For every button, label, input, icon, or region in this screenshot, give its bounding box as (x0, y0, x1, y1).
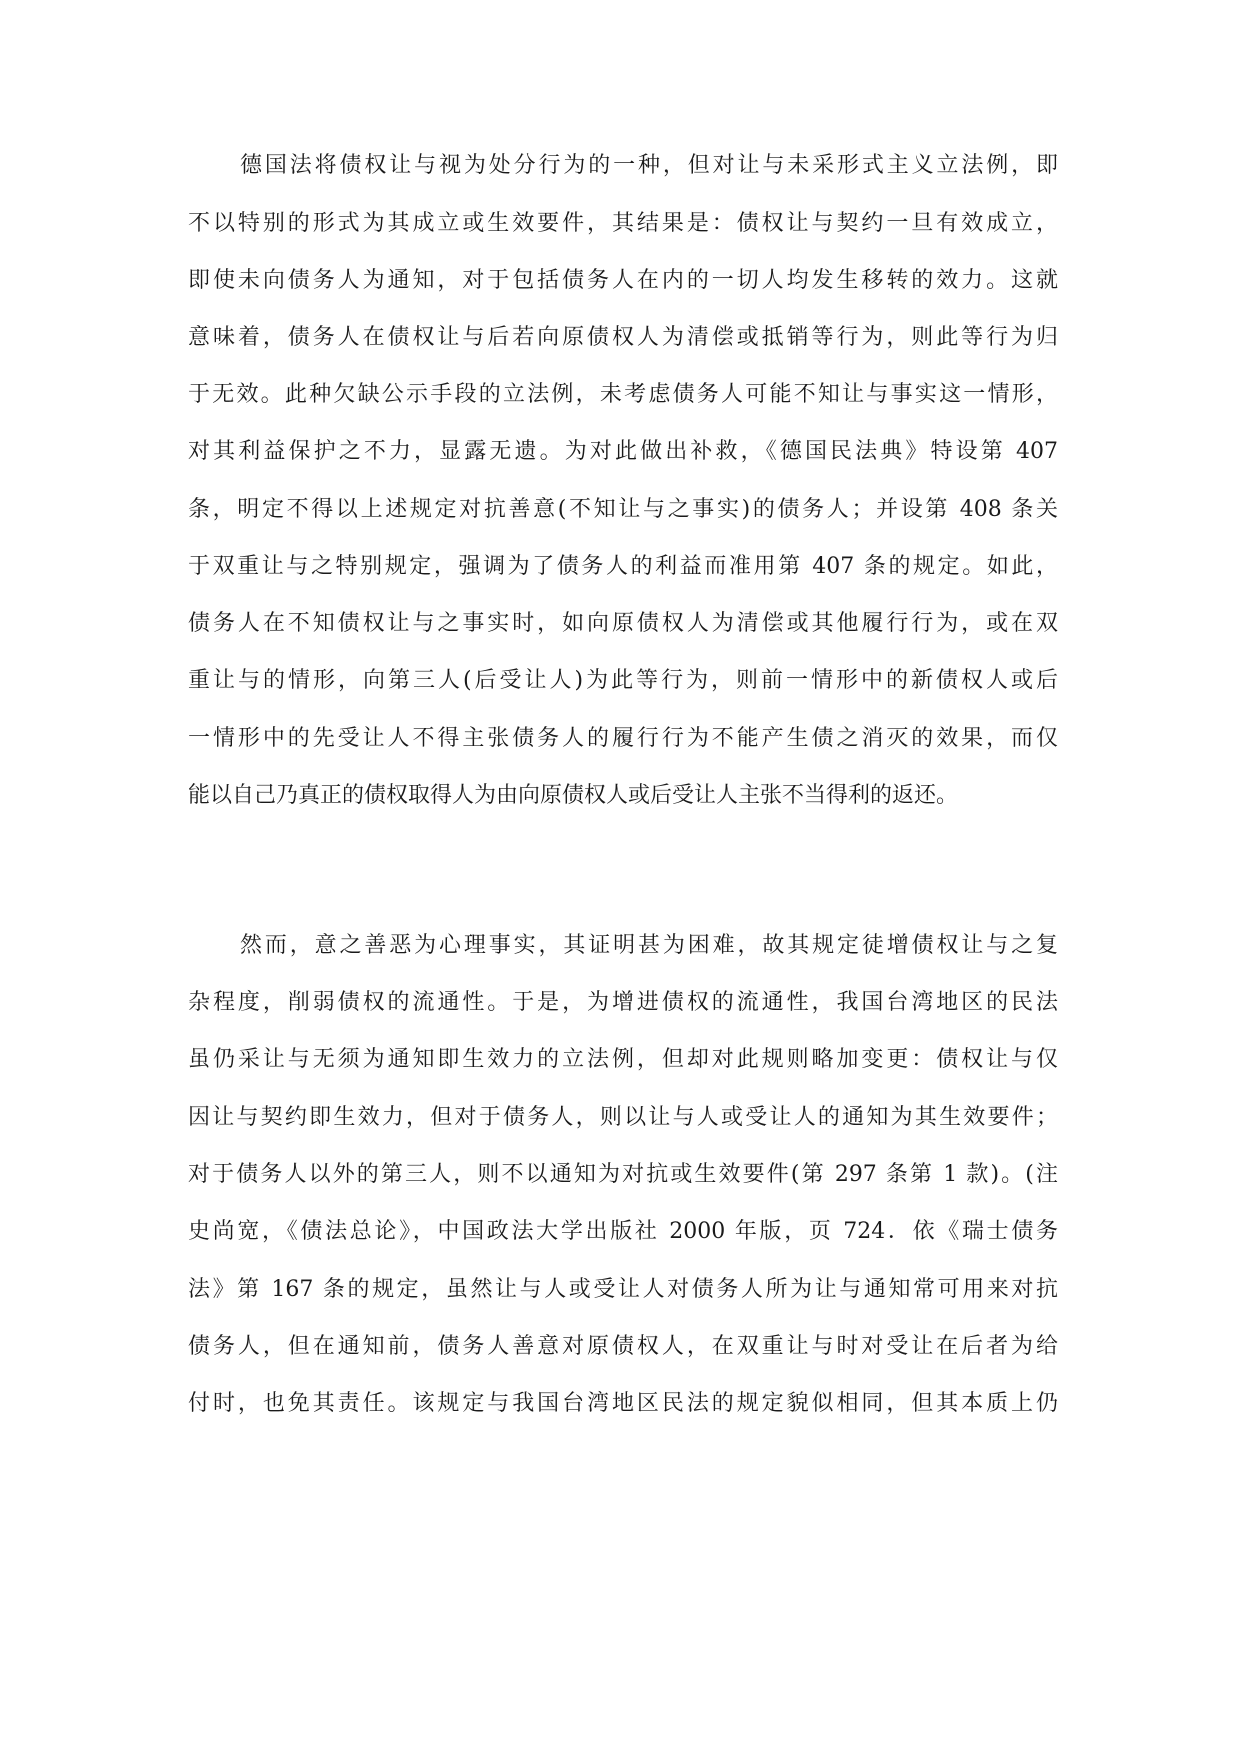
text-line: 付时，也免其责任。该规定与我国台湾地区民法的规定貌似相同，但其本质上仍 (188, 1391, 1058, 1416)
text-line: 然而，意之善恶为心理事实，其证明甚为困难，故其规定徒增债权让与之复 (240, 933, 1058, 958)
text-line: 债务人在不知债权让与之事实时，如向原债权人为清偿或其他履行行为，或在双 (188, 611, 1058, 636)
text-line: 史尚宽，《债法总论》，中国政法大学出版社 2000 年版，页 724．依《瑞士债务 (188, 1219, 1058, 1244)
text-line: 因让与契约即生效力，但对于债务人，则以让与人或受让人的通知为其生效要件； (188, 1105, 1058, 1130)
text-line: 重让与的情形，向第三人(后受让人)为此等行为，则前一情形中的新债权人或后 (188, 668, 1058, 693)
text-line: 对其利益保护之不力，显露无遗。为对此做出补救，《德国民法典》特设第 407 (188, 439, 1058, 464)
text-line: 对于债务人以外的第三人，则不以通知为对抗或生效要件(第 297 条第 1 款)。(注 (188, 1162, 1058, 1187)
text-line: 法》第 167 条的规定，虽然让与人或受让人对债务人所为让与通知常可用来对抗 (188, 1277, 1058, 1302)
text-line: 于双重让与之特别规定，强调为了债务人的利益而准用第 407 条的规定。如此， (188, 554, 1058, 579)
text-line: 杂程度，削弱债权的流通性。于是，为增进债权的流通性，我国台湾地区的民法 (188, 990, 1058, 1015)
text-line: 不以特别的形式为其成立或生效要件，其结果是：债权让与契约一旦有效成立， (188, 211, 1058, 236)
text-line: 债务人，但在通知前，债务人善意对原债权人，在双重让与时对受让在后者为给 (188, 1334, 1058, 1359)
text-line: 条，明定不得以上述规定对抗善意(不知让与之事实)的债务人；并设第 408 条关 (188, 497, 1058, 522)
text-line: 能以自己乃真正的债权取得人为由向原债权人或后受让人主张不当得利的返还。 (188, 783, 959, 808)
text-line: 德国法将债权让与视为处分行为的一种，但对让与未采形式主义立法例，即 (240, 153, 1058, 178)
text-line: 虽仍采让与无须为通知即生效力的立法例，但却对此规则略加变更：债权让与仅 (188, 1047, 1058, 1072)
text-line: 意味着，债务人在债权让与后若向原债权人为清偿或抵销等行为，则此等行为归 (188, 325, 1058, 350)
text-line: 一情形中的先受让人不得主张债务人的履行行为不能产生债之消灭的效果，而仅 (188, 726, 1058, 751)
text-line: 于无效。此种欠缺公示手段的立法例，未考虑债务人可能不知让与事实这一情形， (188, 382, 1058, 407)
text-line: 即使未向债务人为通知，对于包括债务人在内的一切人均发生移转的效力。这就 (188, 268, 1058, 293)
